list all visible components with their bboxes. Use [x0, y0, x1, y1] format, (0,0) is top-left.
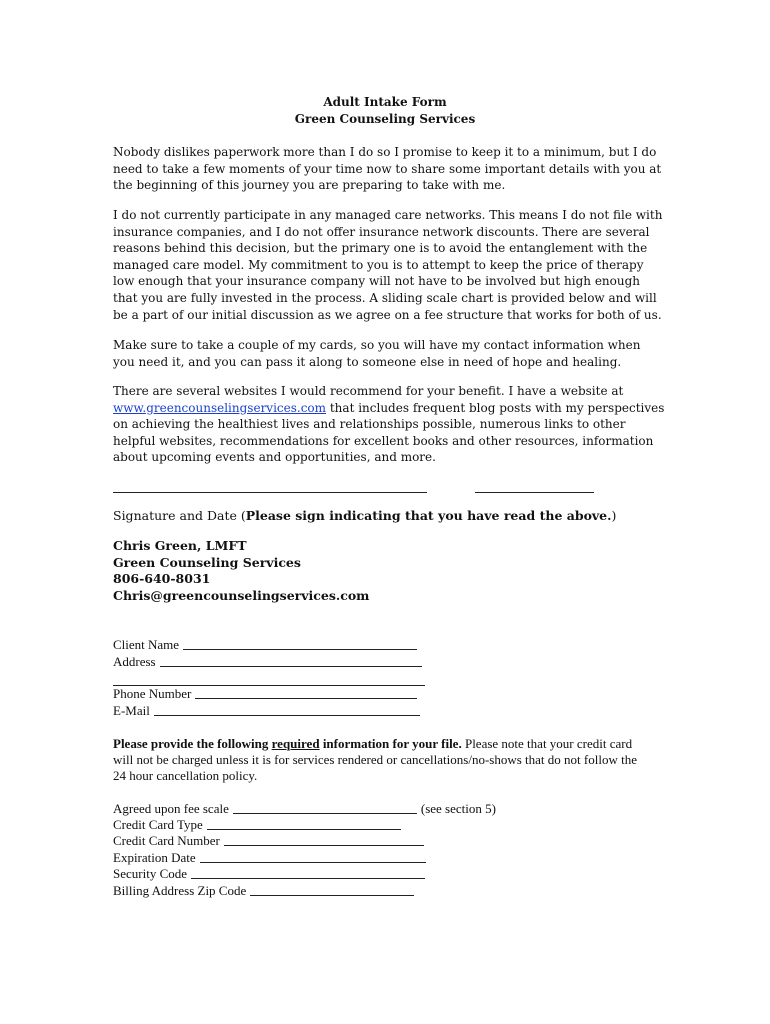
- security-code-field: [113, 866, 425, 882]
- signature-label-prefix: Signature and Date (: [113, 508, 246, 523]
- intro-paragraph: Nobody dislikes paperwork more than I do so I promise to keep it to a minimum, but I do need to take a few moments of your time now to share some important details with you at the beginning of this journey you are preparing to take with me.: [113, 145, 662, 193]
- phone-label: Phone Number: [113, 686, 192, 701]
- required-heading-prefix: Please provide the following: [113, 736, 272, 751]
- client-name-input[interactable]: [183, 638, 417, 650]
- signature-label-suffix: ): [611, 508, 617, 523]
- contact-block: [113, 538, 369, 604]
- date-line[interactable]: [475, 492, 594, 493]
- signature-line[interactable]: [113, 492, 427, 493]
- expiration-field: [113, 850, 426, 866]
- websites-text-end: that includes frequent blog posts with my perspectives on achieving the healthiest lives and relationships possible, numerous links to other helpful websites, recommendations for excellent books and other resources, information about upcoming events and opportunities, and more.: [113, 400, 665, 465]
- fee-scale-note: (see section 5): [420, 801, 496, 816]
- card-number-input[interactable]: [224, 834, 424, 846]
- required-info-notice: [113, 736, 653, 785]
- phone-input[interactable]: [195, 687, 417, 699]
- address-label: Address: [113, 654, 156, 669]
- cards-paragraph: Make sure to take a couple of my cards, so you will have my contact information when you need it, and you can pass it along to someone else in need of hope and healing.: [113, 338, 641, 369]
- email-input[interactable]: [154, 704, 420, 716]
- card-type-label: Credit Card Type: [113, 817, 203, 832]
- contact-name: Chris Green, LMFT: [113, 538, 247, 553]
- card-number-field: [113, 833, 424, 849]
- security-code-input[interactable]: [191, 867, 425, 879]
- fee-scale-label: Agreed upon fee scale: [113, 801, 229, 816]
- required-word: required: [271, 736, 320, 751]
- card-type-field: [113, 817, 401, 833]
- address-input[interactable]: [160, 655, 422, 667]
- expiration-label: Expiration Date: [113, 850, 196, 865]
- signature-label: [113, 508, 616, 523]
- required-notice-heading: [113, 736, 462, 751]
- security-code-label: Security Code: [113, 866, 188, 881]
- contact-org: Green Counseling Services: [113, 554, 301, 570]
- fee-scale-field: [113, 801, 496, 817]
- form-subtitle: Green Counseling Services: [294, 112, 476, 126]
- email-field: [113, 703, 420, 719]
- email-label: E-Mail: [113, 703, 150, 718]
- contact-email: Chris@greencounselingservices.com: [113, 587, 370, 603]
- websites-paragraph: [113, 383, 665, 466]
- form-title: Adult Intake Form: [323, 95, 447, 109]
- contact-phone: 806-640-8031: [113, 571, 211, 587]
- card-number-label: Credit Card Number: [113, 833, 220, 848]
- required-notice-text: Please note that your credit card will not be charged unless it is for services rendered or cancellations/no-shows that do not follow the 24 hour cancellation policy.: [113, 736, 637, 784]
- billing-zip-input[interactable]: [250, 884, 414, 896]
- websites-text-start: There are several websites I would recommend for your benefit. I have a website at: [113, 384, 624, 398]
- billing-zip-label: Billing Address Zip Code: [113, 883, 247, 898]
- client-name-field: [113, 637, 417, 653]
- insurance-paragraph: I do not currently participate in any managed care networks. This means I do not file with insurance companies, and I do not offer insurance network discounts. There are several reasons behind this decision, but the primary one is to avoid the entanglement with the managed care model. My commitment to you is to attempt to keep the price of therapy low enough that your insurance company will not have to be involved but high enough that you are fully invested in the process. A sliding scale chart is provided below and will be a part of our initial discussion as we agree on a fee structure that works for both of us.: [113, 208, 663, 322]
- expiration-input[interactable]: [200, 851, 426, 863]
- phone-field: [113, 686, 417, 702]
- client-name-label: Client Name: [113, 637, 180, 652]
- card-type-input[interactable]: [207, 818, 401, 830]
- signature-instruction: Please sign indicating that you have read the above.: [245, 508, 612, 523]
- required-heading-suffix: information for your file.: [319, 736, 462, 751]
- billing-zip-field: [113, 883, 414, 899]
- website-link[interactable]: www.greencounselingservices.com: [113, 400, 327, 415]
- fee-scale-input[interactable]: [233, 802, 417, 814]
- address-field: [113, 654, 422, 670]
